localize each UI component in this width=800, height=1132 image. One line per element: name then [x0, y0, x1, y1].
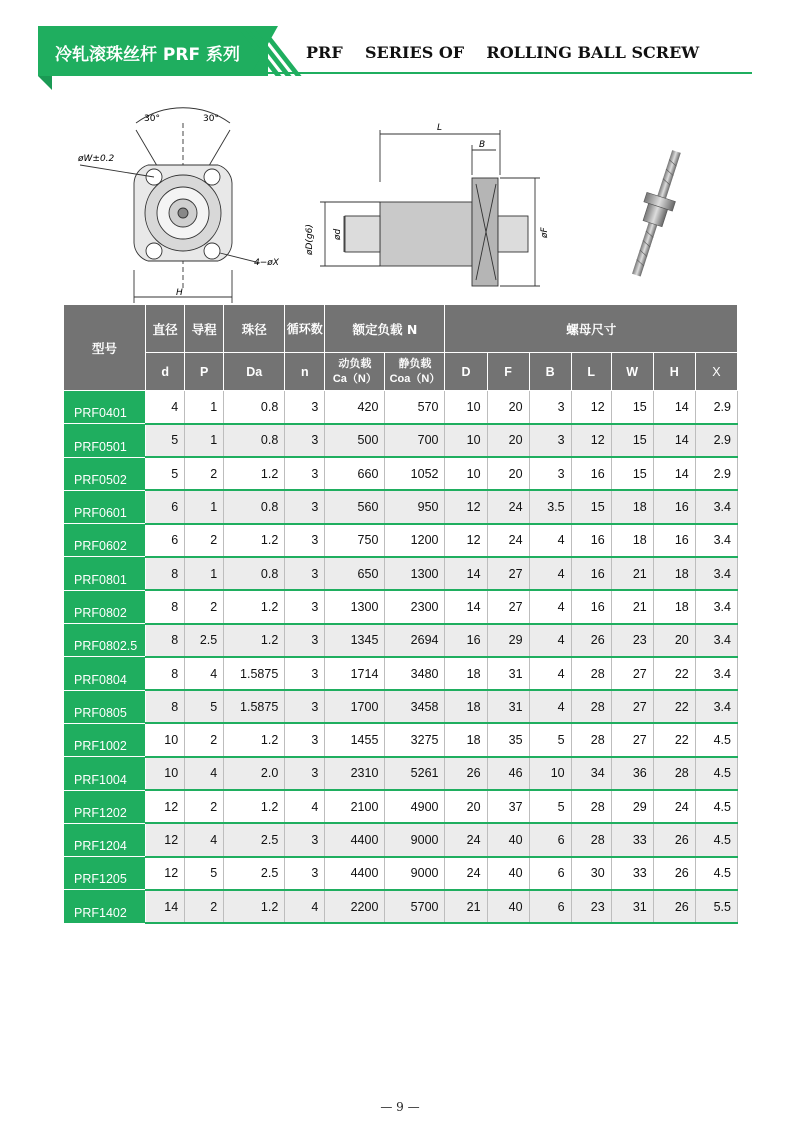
cell-d: 12 [146, 790, 185, 823]
cell-n: 3 [285, 624, 325, 657]
cell-F: 40 [487, 857, 529, 890]
cell-L: 16 [571, 524, 611, 557]
cell-H: 18 [653, 590, 695, 623]
cell-d: 8 [146, 690, 185, 723]
cell-H: 22 [653, 657, 695, 690]
cell-n: 3 [285, 723, 325, 756]
model-cell: PRF1204 [64, 823, 146, 856]
angle-left-label: 30° [144, 114, 160, 124]
subheader-D: D [445, 353, 487, 391]
cell-P: 2.5 [185, 624, 224, 657]
model-cell: PRF1004 [64, 757, 146, 790]
cell-W: 15 [611, 391, 653, 424]
d-dimension-label: ød [333, 228, 343, 240]
cell-Coa: 2300 [385, 590, 445, 623]
cell-Da: 1.2 [224, 524, 285, 557]
subheader-static-load: 静负载 Coa（N） [385, 353, 445, 391]
cell-Ca: 1714 [325, 657, 385, 690]
cell-Da: 1.2 [224, 790, 285, 823]
cell-D: 24 [445, 823, 487, 856]
cell-H: 22 [653, 690, 695, 723]
cell-D: 10 [445, 391, 487, 424]
cell-Da: 1.2 [224, 590, 285, 623]
model-cell: PRF0804 [64, 657, 146, 690]
cell-H: 16 [653, 524, 695, 557]
cell-B: 4 [529, 690, 571, 723]
cell-P: 5 [185, 690, 224, 723]
cell-D: 12 [445, 524, 487, 557]
h-dimension-label: H [176, 288, 183, 298]
cell-B: 3.5 [529, 490, 571, 523]
cell-B: 6 [529, 890, 571, 923]
cell-Coa: 700 [385, 424, 445, 457]
table-row [64, 757, 738, 790]
cell-X: 3.4 [695, 657, 737, 690]
ball-screw-product-image [610, 148, 700, 283]
model-cell: PRF0802 [64, 590, 146, 623]
cell-P: 1 [185, 557, 224, 590]
subheader-L: L [571, 353, 611, 391]
header-circuits: 循环数 [285, 305, 325, 353]
cell-n: 3 [285, 690, 325, 723]
cell-n: 3 [285, 424, 325, 457]
cell-D: 20 [445, 790, 487, 823]
cell-Ca: 4400 [325, 857, 385, 890]
cell-B: 3 [529, 457, 571, 490]
model-cell: PRF0401 [64, 391, 146, 424]
cell-Coa: 1200 [385, 524, 445, 557]
cell-n: 3 [285, 757, 325, 790]
cell-H: 24 [653, 790, 695, 823]
cell-W: 18 [611, 490, 653, 523]
cell-X: 3.4 [695, 490, 737, 523]
cell-F: 29 [487, 624, 529, 657]
cell-Coa: 1300 [385, 557, 445, 590]
cell-H: 26 [653, 890, 695, 923]
holes-label: 4−øX [254, 258, 279, 268]
table-row [64, 890, 738, 923]
cell-W: 23 [611, 624, 653, 657]
cell-d: 5 [146, 424, 185, 457]
cell-Da: 2.0 [224, 757, 285, 790]
cell-d: 8 [146, 557, 185, 590]
table-row [64, 524, 738, 557]
cell-d: 8 [146, 657, 185, 690]
cell-H: 16 [653, 490, 695, 523]
cell-X: 4.5 [695, 823, 737, 856]
cell-W: 31 [611, 890, 653, 923]
cell-Coa: 5261 [385, 757, 445, 790]
cell-P: 1 [185, 391, 224, 424]
cell-L: 28 [571, 657, 611, 690]
cell-F: 35 [487, 723, 529, 756]
cell-F: 31 [487, 657, 529, 690]
cell-Ca: 420 [325, 391, 385, 424]
cell-F: 27 [487, 590, 529, 623]
cell-D: 21 [445, 890, 487, 923]
cell-W: 27 [611, 690, 653, 723]
cell-L: 28 [571, 690, 611, 723]
cell-W: 27 [611, 723, 653, 756]
cell-F: 24 [487, 524, 529, 557]
cell-L: 16 [571, 457, 611, 490]
header-model: 型号 [64, 305, 146, 391]
subheader-d: d [146, 353, 185, 391]
cell-P: 5 [185, 857, 224, 890]
cell-Ca: 750 [325, 524, 385, 557]
table-row [64, 723, 738, 756]
w-dimension-label: øW±0.2 [78, 154, 115, 164]
cell-n: 3 [285, 590, 325, 623]
cell-F: 37 [487, 790, 529, 823]
cell-B: 5 [529, 790, 571, 823]
table-row [64, 823, 738, 856]
subheader-H: H [653, 353, 695, 391]
flange-front-view-drawing [70, 105, 300, 305]
cell-n: 4 [285, 790, 325, 823]
cell-F: 40 [487, 823, 529, 856]
cell-Da: 0.8 [224, 490, 285, 523]
cell-Coa: 2694 [385, 624, 445, 657]
cell-W: 29 [611, 790, 653, 823]
cell-n: 3 [285, 391, 325, 424]
cell-X: 4.5 [695, 723, 737, 756]
cell-Coa: 9000 [385, 857, 445, 890]
cell-F: 27 [487, 557, 529, 590]
cell-P: 1 [185, 490, 224, 523]
cell-D: 10 [445, 457, 487, 490]
header-nut-dimensions: 螺母尺寸 [445, 305, 738, 353]
cell-W: 21 [611, 557, 653, 590]
table-row [64, 857, 738, 890]
cell-P: 2 [185, 723, 224, 756]
cell-W: 33 [611, 857, 653, 890]
cell-X: 5.5 [695, 890, 737, 923]
cell-Coa: 4900 [385, 790, 445, 823]
cell-Da: 1.5875 [224, 657, 285, 690]
cell-F: 20 [487, 457, 529, 490]
cell-L: 23 [571, 890, 611, 923]
cell-F: 31 [487, 690, 529, 723]
model-cell: PRF0802.5 [64, 624, 146, 657]
cell-X: 2.9 [695, 391, 737, 424]
cell-d: 14 [146, 890, 185, 923]
model-cell: PRF0805 [64, 690, 146, 723]
cell-H: 18 [653, 557, 695, 590]
table-row [64, 557, 738, 590]
cell-W: 27 [611, 657, 653, 690]
cell-n: 4 [285, 890, 325, 923]
subheader-n: n [285, 353, 325, 391]
cell-n: 3 [285, 557, 325, 590]
cell-X: 3.4 [695, 590, 737, 623]
cell-W: 15 [611, 457, 653, 490]
model-cell: PRF0602 [64, 524, 146, 557]
cell-B: 3 [529, 391, 571, 424]
cell-Ca: 500 [325, 424, 385, 457]
angle-right-label: 30° [203, 114, 219, 124]
cell-P: 4 [185, 657, 224, 690]
cell-Da: 1.2 [224, 890, 285, 923]
cell-P: 2 [185, 524, 224, 557]
model-cell: PRF0501 [64, 424, 146, 457]
subheader-dynamic-load: 动负载 Ca（N） [325, 353, 385, 391]
model-cell: PRF1402 [64, 890, 146, 923]
cell-L: 16 [571, 557, 611, 590]
cell-L: 30 [571, 857, 611, 890]
cell-B: 4 [529, 590, 571, 623]
cell-B: 4 [529, 657, 571, 690]
cell-H: 26 [653, 823, 695, 856]
cell-P: 2 [185, 890, 224, 923]
cell-L: 34 [571, 757, 611, 790]
cell-Coa: 9000 [385, 823, 445, 856]
table-row [64, 590, 738, 623]
cell-Ca: 660 [325, 457, 385, 490]
cell-P: 4 [185, 757, 224, 790]
cell-n: 3 [285, 457, 325, 490]
model-cell: PRF0801 [64, 557, 146, 590]
cell-Coa: 950 [385, 490, 445, 523]
cell-B: 6 [529, 857, 571, 890]
cell-W: 36 [611, 757, 653, 790]
cell-Da: 2.5 [224, 823, 285, 856]
cell-F: 20 [487, 391, 529, 424]
page-number: — 9 — [380, 1100, 420, 1114]
cell-d: 12 [146, 857, 185, 890]
model-cell: PRF1002 [64, 723, 146, 756]
cell-d: 8 [146, 624, 185, 657]
cell-d: 8 [146, 590, 185, 623]
cell-H: 14 [653, 457, 695, 490]
cell-Da: 2.5 [224, 857, 285, 890]
cell-Ca: 650 [325, 557, 385, 590]
cell-F: 20 [487, 424, 529, 457]
cell-B: 4 [529, 624, 571, 657]
cell-Ca: 4400 [325, 823, 385, 856]
nut-side-view-drawing [300, 120, 560, 300]
cell-Da: 1.2 [224, 723, 285, 756]
cell-D: 24 [445, 857, 487, 890]
cell-B: 6 [529, 823, 571, 856]
specification-table [63, 304, 738, 924]
specification-table-body [64, 391, 738, 924]
cell-Ca: 1700 [325, 690, 385, 723]
cell-W: 33 [611, 823, 653, 856]
cell-H: 20 [653, 624, 695, 657]
cell-D: 18 [445, 657, 487, 690]
subheader-Da: Da [224, 353, 285, 391]
F-dimension-label: øF [540, 227, 550, 238]
cell-W: 15 [611, 424, 653, 457]
cell-d: 10 [146, 723, 185, 756]
cell-L: 12 [571, 391, 611, 424]
table-row [64, 790, 738, 823]
cell-Ca: 2100 [325, 790, 385, 823]
cell-Da: 1.5875 [224, 690, 285, 723]
cell-D: 14 [445, 590, 487, 623]
cell-d: 5 [146, 457, 185, 490]
table-row [64, 657, 738, 690]
cell-X: 4.5 [695, 790, 737, 823]
model-cell: PRF1205 [64, 857, 146, 890]
chinese-title: 冷轧滚珠丝杆 PRF 系列 [55, 45, 240, 65]
cell-L: 28 [571, 723, 611, 756]
cell-F: 40 [487, 890, 529, 923]
table-row [64, 490, 738, 523]
cell-B: 4 [529, 524, 571, 557]
model-cell: PRF0502 [64, 457, 146, 490]
cell-H: 26 [653, 857, 695, 890]
cell-D: 16 [445, 624, 487, 657]
cell-D: 18 [445, 723, 487, 756]
cell-Coa: 3480 [385, 657, 445, 690]
cell-L: 15 [571, 490, 611, 523]
cell-D: 14 [445, 557, 487, 590]
cell-D: 12 [445, 490, 487, 523]
cell-L: 28 [571, 790, 611, 823]
table-row [64, 690, 738, 723]
cell-Da: 1.2 [224, 457, 285, 490]
cell-n: 3 [285, 857, 325, 890]
cell-P: 2 [185, 790, 224, 823]
cell-X: 3.4 [695, 624, 737, 657]
cell-L: 28 [571, 823, 611, 856]
cell-P: 1 [185, 424, 224, 457]
cell-H: 14 [653, 424, 695, 457]
model-cell: PRF0601 [64, 490, 146, 523]
cell-B: 4 [529, 557, 571, 590]
cell-X: 3.4 [695, 557, 737, 590]
cell-L: 16 [571, 590, 611, 623]
cell-Ca: 2200 [325, 890, 385, 923]
cell-Da: 0.8 [224, 557, 285, 590]
cell-P: 2 [185, 457, 224, 490]
cell-Ca: 2310 [325, 757, 385, 790]
header-tab-fold [38, 76, 52, 90]
cell-F: 46 [487, 757, 529, 790]
cell-Coa: 5700 [385, 890, 445, 923]
cell-Ca: 1455 [325, 723, 385, 756]
cell-Ca: 1300 [325, 590, 385, 623]
cell-X: 4.5 [695, 857, 737, 890]
cell-n: 3 [285, 657, 325, 690]
header-lead: 导程 [185, 305, 224, 353]
subheader-F: F [487, 353, 529, 391]
cell-Da: 1.2 [224, 624, 285, 657]
model-cell: PRF1202 [64, 790, 146, 823]
cell-H: 28 [653, 757, 695, 790]
b-dimension-label: B [479, 140, 486, 150]
table-row [64, 457, 738, 490]
cell-d: 4 [146, 391, 185, 424]
header-rule [268, 72, 752, 74]
cell-Coa: 3275 [385, 723, 445, 756]
cell-B: 5 [529, 723, 571, 756]
cell-d: 10 [146, 757, 185, 790]
cell-Ca: 560 [325, 490, 385, 523]
cell-P: 4 [185, 823, 224, 856]
subheader-W: W [611, 353, 653, 391]
cell-Ca: 1345 [325, 624, 385, 657]
table-row [64, 624, 738, 657]
cell-W: 18 [611, 524, 653, 557]
cell-X: 2.9 [695, 424, 737, 457]
cell-Da: 0.8 [224, 424, 285, 457]
cell-X: 2.9 [695, 457, 737, 490]
cell-X: 4.5 [695, 757, 737, 790]
header-diameter: 直径 [146, 305, 185, 353]
subheader-P: P [185, 353, 224, 391]
subheader-B: B [529, 353, 571, 391]
cell-n: 3 [285, 490, 325, 523]
cell-B: 3 [529, 424, 571, 457]
cell-d: 12 [146, 823, 185, 856]
cell-W: 21 [611, 590, 653, 623]
cell-B: 10 [529, 757, 571, 790]
english-title: PRF SERIES OF ROLLING BALL SCREW [306, 43, 700, 62]
D-dimension-label: øD(g6) [305, 224, 315, 255]
header-ball-diameter: 珠径 [224, 305, 285, 353]
cell-d: 6 [146, 524, 185, 557]
header-rated-load: 额定负载 N [325, 305, 445, 353]
cell-H: 14 [653, 391, 695, 424]
cell-Coa: 1052 [385, 457, 445, 490]
cell-X: 3.4 [695, 524, 737, 557]
cell-X: 3.4 [695, 690, 737, 723]
table-row [64, 424, 738, 457]
cell-Coa: 570 [385, 391, 445, 424]
cell-Da: 0.8 [224, 391, 285, 424]
cell-D: 10 [445, 424, 487, 457]
cell-L: 12 [571, 424, 611, 457]
cell-D: 18 [445, 690, 487, 723]
cell-n: 3 [285, 823, 325, 856]
cell-L: 26 [571, 624, 611, 657]
cell-Coa: 3458 [385, 690, 445, 723]
cell-P: 2 [185, 590, 224, 623]
cell-H: 22 [653, 723, 695, 756]
cell-D: 26 [445, 757, 487, 790]
cell-n: 3 [285, 524, 325, 557]
cell-d: 6 [146, 490, 185, 523]
cell-F: 24 [487, 490, 529, 523]
subheader-X: X [695, 353, 737, 391]
table-row [64, 391, 738, 424]
l-dimension-label: L [437, 123, 443, 133]
